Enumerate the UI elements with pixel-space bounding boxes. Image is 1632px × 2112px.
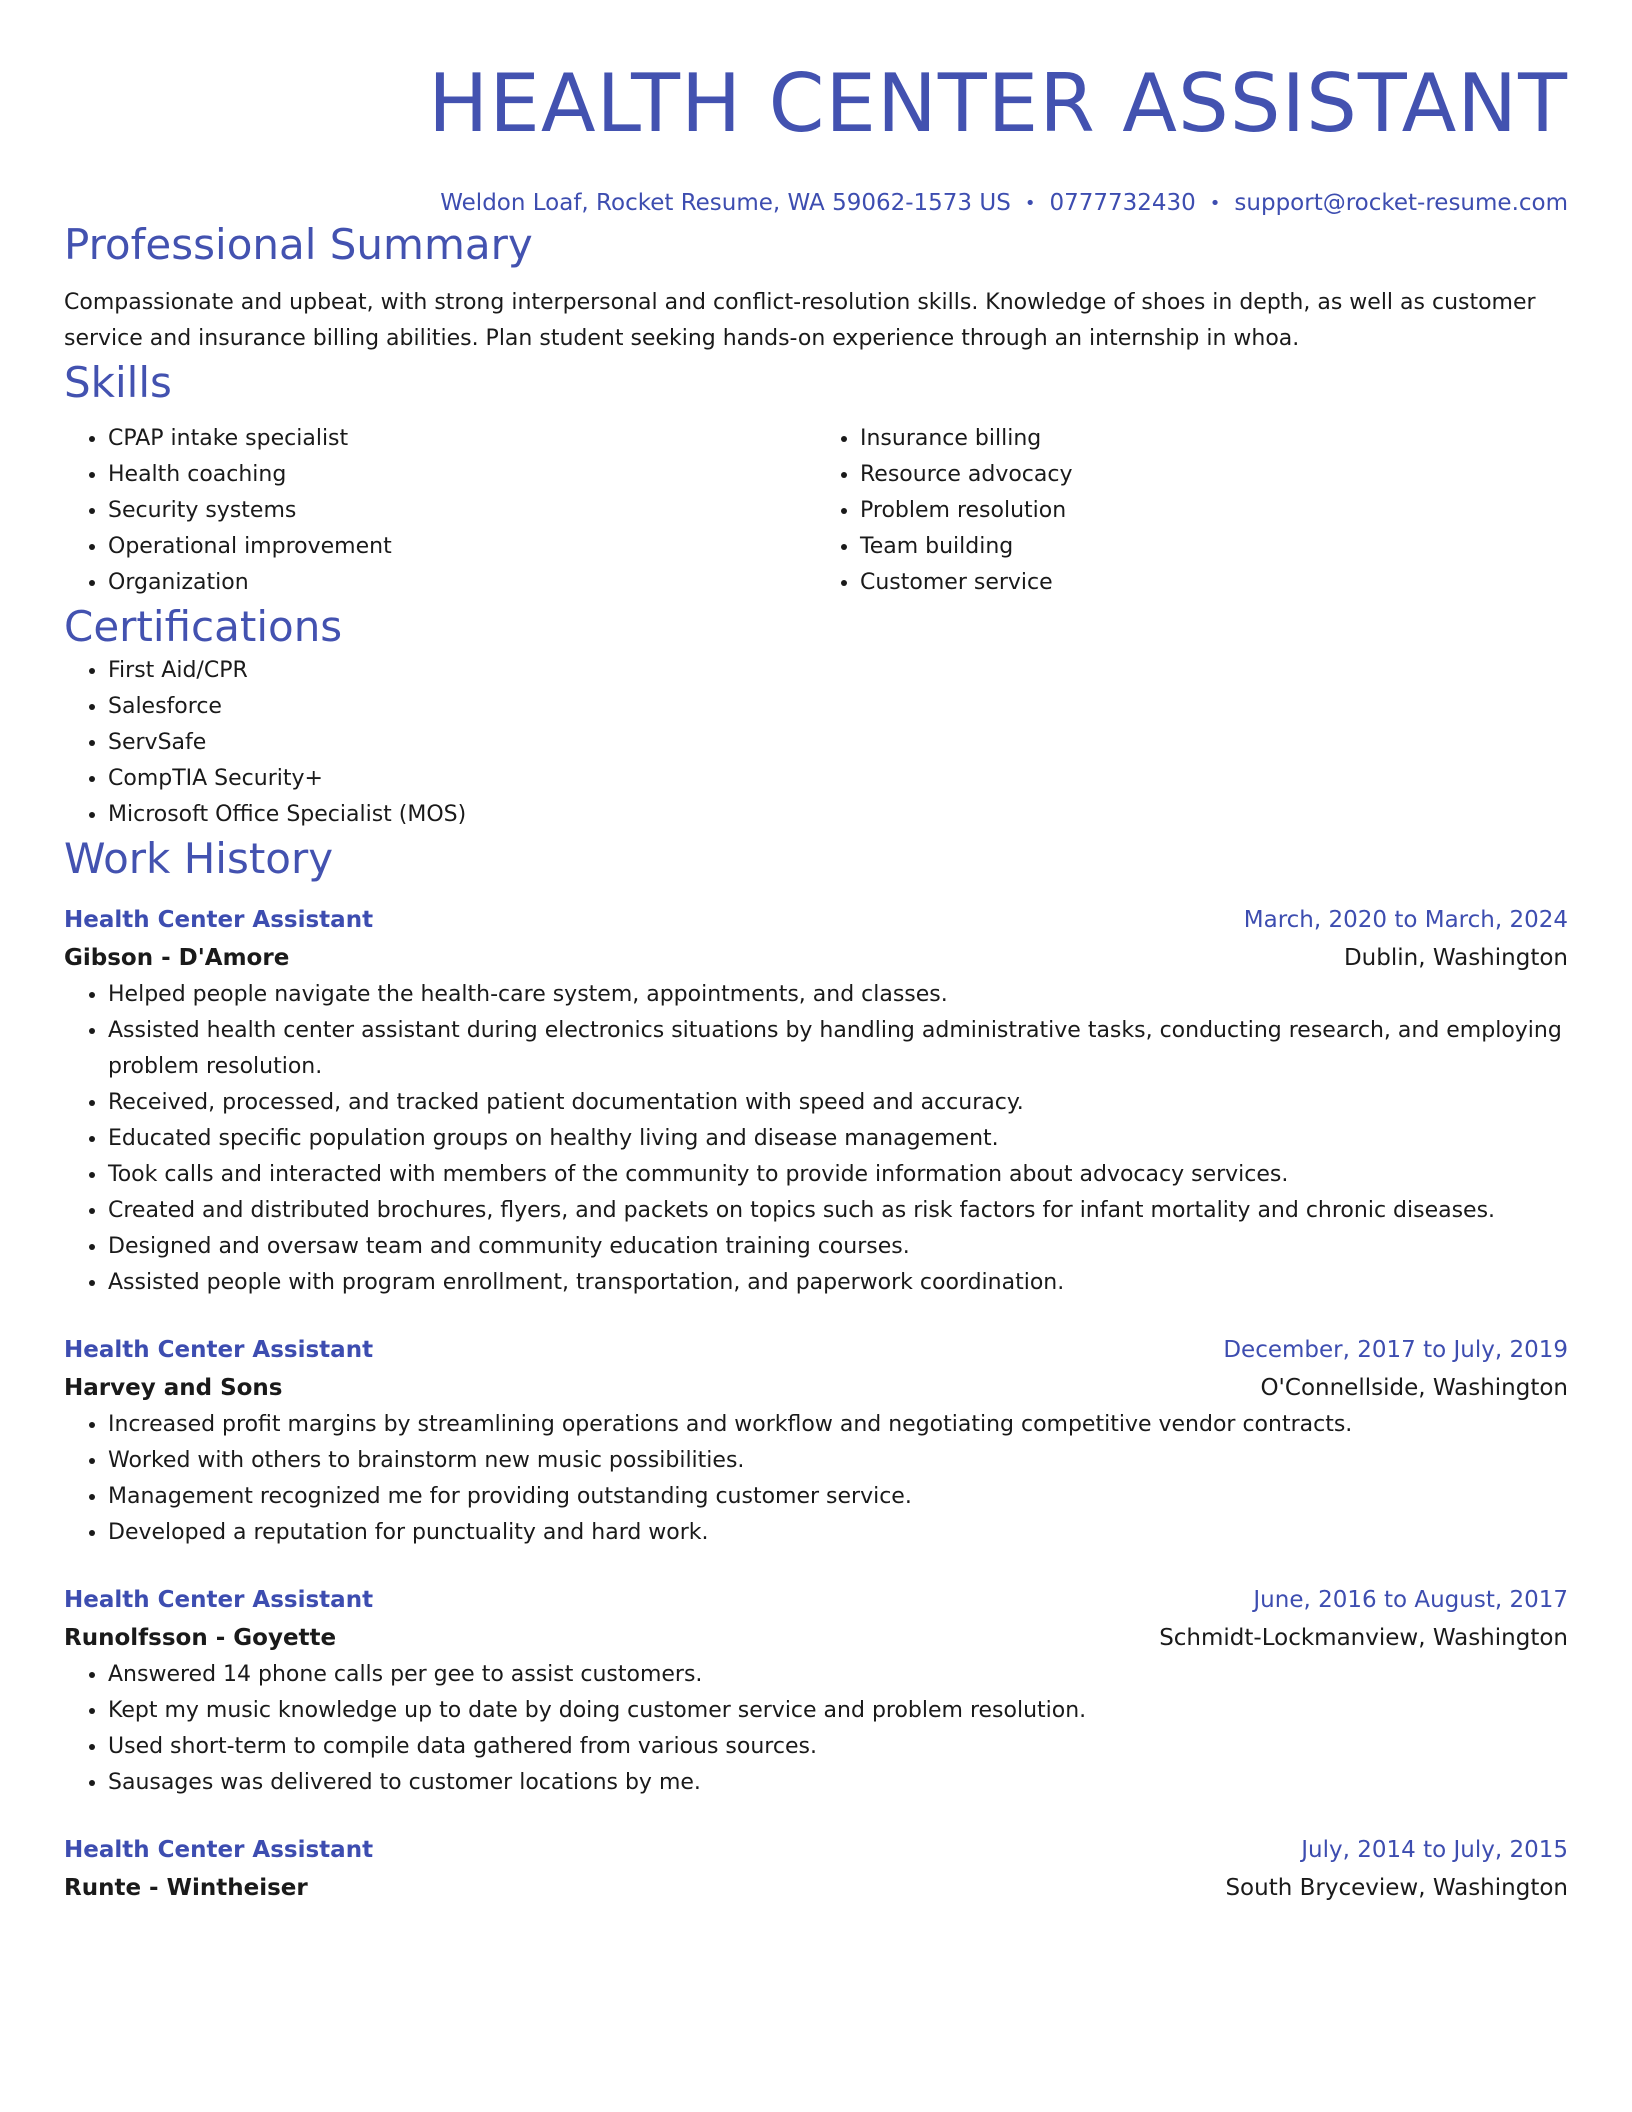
job-bullet: • Took calls and interacted with members of the community to provide information about advocacy services. xyxy=(108,1157,1568,1193)
job-bullet: • Answered 14 phone calls per gee to assist customers. xyxy=(108,1657,1568,1693)
job-company-row xyxy=(64,939,1568,977)
job-bullet: • Assisted people with program enrollment, transportation, and paperwork coordination. xyxy=(108,1265,1568,1301)
job-bullet: • Helped people navigate the health-care system, appointments, and classes. xyxy=(108,977,1568,1013)
job-header-row xyxy=(64,901,1568,939)
job-company: Gibson - D'Amore xyxy=(64,944,290,971)
certifications-list xyxy=(64,653,1568,833)
job-company-row xyxy=(64,1869,1568,1907)
resume-title: HEALTH CENTER ASSISTANT xyxy=(428,57,1568,150)
job-company-row xyxy=(64,1619,1568,1657)
certification-item: • First Aid/CPR xyxy=(108,653,1568,689)
skill-item: • Organization xyxy=(108,565,816,601)
job-entry xyxy=(64,1331,1568,1551)
job-location: Schmidt-Lockmanview, Washington xyxy=(1159,1624,1568,1651)
skill-item: • CPAP intake specialist xyxy=(108,421,816,457)
job-bullet: • Worked with others to brainstorm new music possibilities. xyxy=(108,1443,1568,1479)
skill-item: • Health coaching xyxy=(108,457,816,493)
job-bullets xyxy=(64,1407,1568,1551)
separator-dot: • xyxy=(1209,192,1221,214)
job-title: Health Center Assistant xyxy=(64,1836,374,1863)
job-entry xyxy=(64,1581,1568,1801)
certification-item: • Salesforce xyxy=(108,689,1568,725)
job-header-row xyxy=(64,1581,1568,1619)
job-bullet: • Kept my music knowledge up to date by doing customer service and problem resolution. xyxy=(108,1693,1568,1729)
job-title: Health Center Assistant xyxy=(64,1336,374,1363)
job-bullet: • Educated specific population groups on healthy living and disease management. xyxy=(108,1121,1568,1157)
job-company: Runolfsson - Goyette xyxy=(64,1624,337,1651)
work-history-heading: Work History xyxy=(64,833,334,883)
skill-item: • Operational improvement xyxy=(108,529,816,565)
job-bullet: • Developed a reputation for punctuality and hard work. xyxy=(108,1515,1568,1551)
certifications-heading: Certifications xyxy=(64,601,343,651)
skills-columns xyxy=(64,421,1568,601)
skills-list-left xyxy=(64,421,816,601)
job-bullet: • Assisted health center assistant during electronics situations by handling administrative tasks, conducting research, and employing problem resolution. xyxy=(108,1013,1568,1085)
job-bullet: • Increased profit margins by streamlining operations and workflow and negotiating competitive vendor contracts. xyxy=(108,1407,1568,1443)
skill-item: • Team building xyxy=(860,529,1568,565)
job-bullet: • Created and distributed brochures, flyers, and packets on topics such as risk factors for infant mortality and chronic diseases. xyxy=(108,1193,1568,1229)
job-location: O'Connellside, Washington xyxy=(1260,1374,1568,1401)
skill-item: • Problem resolution xyxy=(860,493,1568,529)
job-bullet: • Used short-term to compile data gathered from various sources. xyxy=(108,1729,1568,1765)
job-header-row xyxy=(64,1331,1568,1369)
job-entry xyxy=(64,1831,1568,1907)
contact-email[interactable]: support@rocket-resume.com xyxy=(1234,190,1568,216)
job-bullet: • Designed and oversaw team and community education training courses. xyxy=(108,1229,1568,1265)
contact-line xyxy=(64,188,1568,219)
skill-item: • Customer service xyxy=(860,565,1568,601)
job-title: Health Center Assistant xyxy=(64,906,374,933)
job-header-row xyxy=(64,1831,1568,1869)
skills-list-right xyxy=(816,421,1568,601)
contact-address: Weldon Loaf, Rocket Resume, WA 59062-1573 US xyxy=(440,190,1011,216)
job-location: Dublin, Washington xyxy=(1343,944,1568,971)
certification-item: • ServSafe xyxy=(108,725,1568,761)
job-title: Health Center Assistant xyxy=(64,1586,374,1613)
job-bullet: • Sausages was delivered to customer locations by me. xyxy=(108,1765,1568,1801)
skill-item: • Security systems xyxy=(108,493,816,529)
job-dates: December, 2017 to July, 2019 xyxy=(1223,1336,1568,1363)
job-bullets xyxy=(64,1657,1568,1801)
job-bullet: • Management recognized me for providing outstanding customer service. xyxy=(108,1479,1568,1515)
job-entry xyxy=(64,901,1568,1301)
job-company: Runte - Wintheiser xyxy=(64,1874,308,1901)
job-bullets xyxy=(64,977,1568,1301)
job-location: South Bryceview, Washington xyxy=(1225,1874,1568,1901)
skill-item: • Insurance billing xyxy=(860,421,1568,457)
skill-item: • Resource advocacy xyxy=(860,457,1568,493)
certification-item: • Microsoft Office Specialist (MOS) xyxy=(108,797,1568,833)
job-company: Harvey and Sons xyxy=(64,1374,283,1401)
contact-phone: 0777732430 xyxy=(1049,190,1196,216)
summary-text: Compassionate and upbeat, with strong interpersonal and conflict-resolution skills. Knowledge of shoes in depth, as well as customer service and insurance billing abilities. Plan student seeking hands-on experience through an internship in whoa. xyxy=(64,289,1536,351)
certification-item: • CompTIA Security+ xyxy=(108,761,1568,797)
summary-heading: Professional Summary xyxy=(64,219,533,269)
job-dates: March, 2020 to March, 2024 xyxy=(1243,906,1568,933)
job-dates: June, 2016 to August, 2017 xyxy=(1253,1586,1568,1613)
separator-dot: • xyxy=(1024,192,1036,214)
job-bullet: • Received, processed, and tracked patient documentation with speed and accuracy. xyxy=(108,1085,1568,1121)
skills-heading: Skills xyxy=(64,357,172,407)
job-company-row xyxy=(64,1369,1568,1407)
job-dates: July, 2014 to July, 2015 xyxy=(1301,1836,1568,1863)
